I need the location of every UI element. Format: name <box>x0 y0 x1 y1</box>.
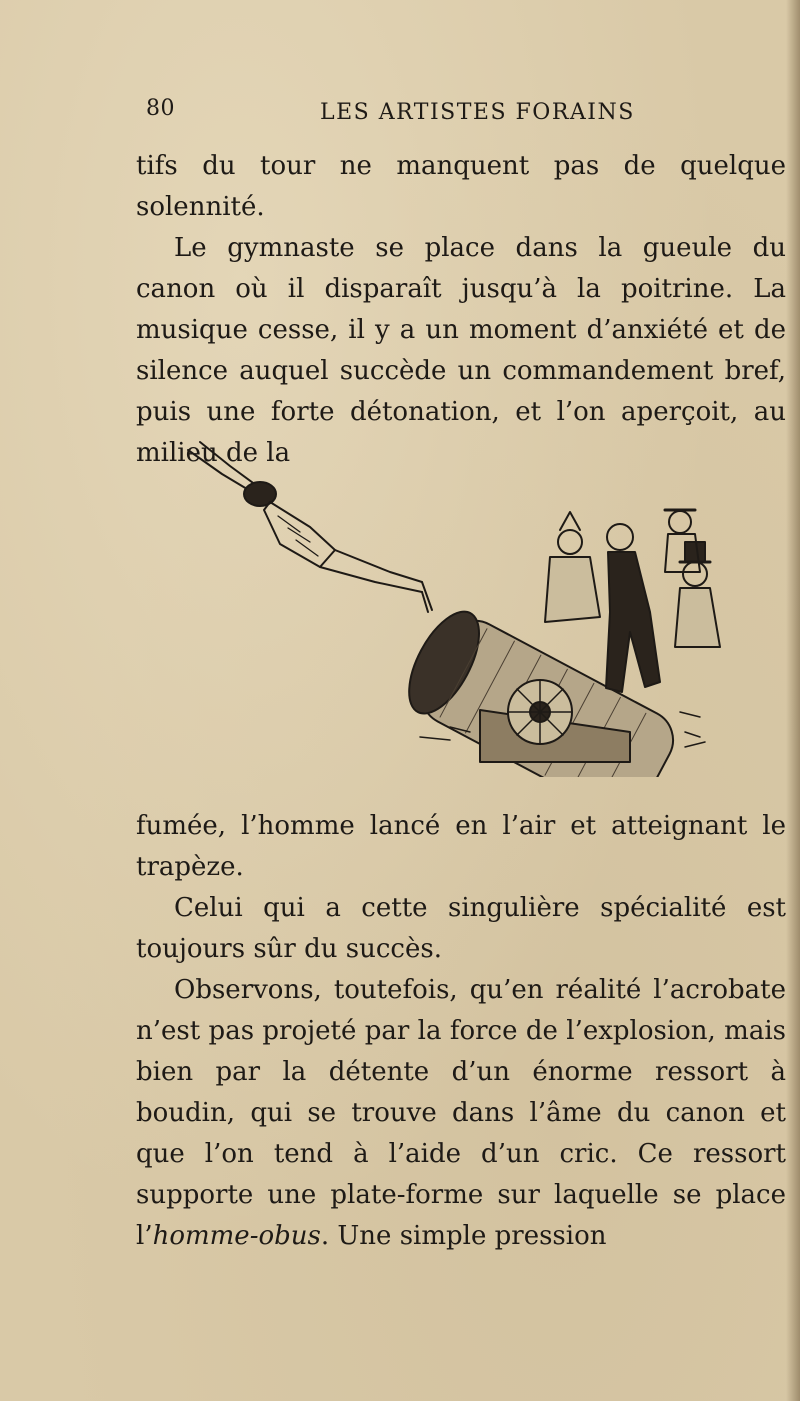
italic-term: homme-obus <box>152 1221 321 1251</box>
paragraph-observons <box>136 970 786 1257</box>
text-block-top <box>136 146 786 474</box>
running-title: LES ARTISTES FORAINS <box>320 100 635 125</box>
text-block-bottom <box>136 806 786 1257</box>
paragraph-success: Celui qui a cette singulière spécialité est toujours sûr du succès. <box>136 893 786 964</box>
text-fragment: . Une simple pression <box>320 1221 607 1251</box>
paragraph-smoke: fumée, l’homme lancé en l’air et atteignant le trapèze. <box>136 811 786 882</box>
running-head <box>140 96 780 132</box>
paragraph-gymnast: Le gymnaste se place dans la gueule du canon où il disparaît jusqu’à la poitrine. La musique cesse, il y a un moment d’anxiété et de silence auquel succède un commandement bref, puis une forte détonation, et l’on aperçoit, au milieu de la <box>136 233 786 468</box>
paragraph-continuation: tifs du tour ne manquent pas de quelque solennité. <box>136 151 786 222</box>
cannon-acrobat-illustration <box>160 432 770 777</box>
text-fragment: Observons, toutefois, qu’en réalité l’acrobate n’est pas projeté par la force de l’explosion, mais bien par la détente d’un énorme ressort à boudin, qui se trouve dans l’âme du canon et que l’on tend à l’aide d’un cric. Ce ressort supporte une plate-forme sur laquelle se place l’ <box>136 975 786 1251</box>
cannon-acrobat-engraving-icon <box>160 432 770 777</box>
page-number: 80 <box>146 96 175 121</box>
page-edge-shadow <box>786 0 800 1401</box>
